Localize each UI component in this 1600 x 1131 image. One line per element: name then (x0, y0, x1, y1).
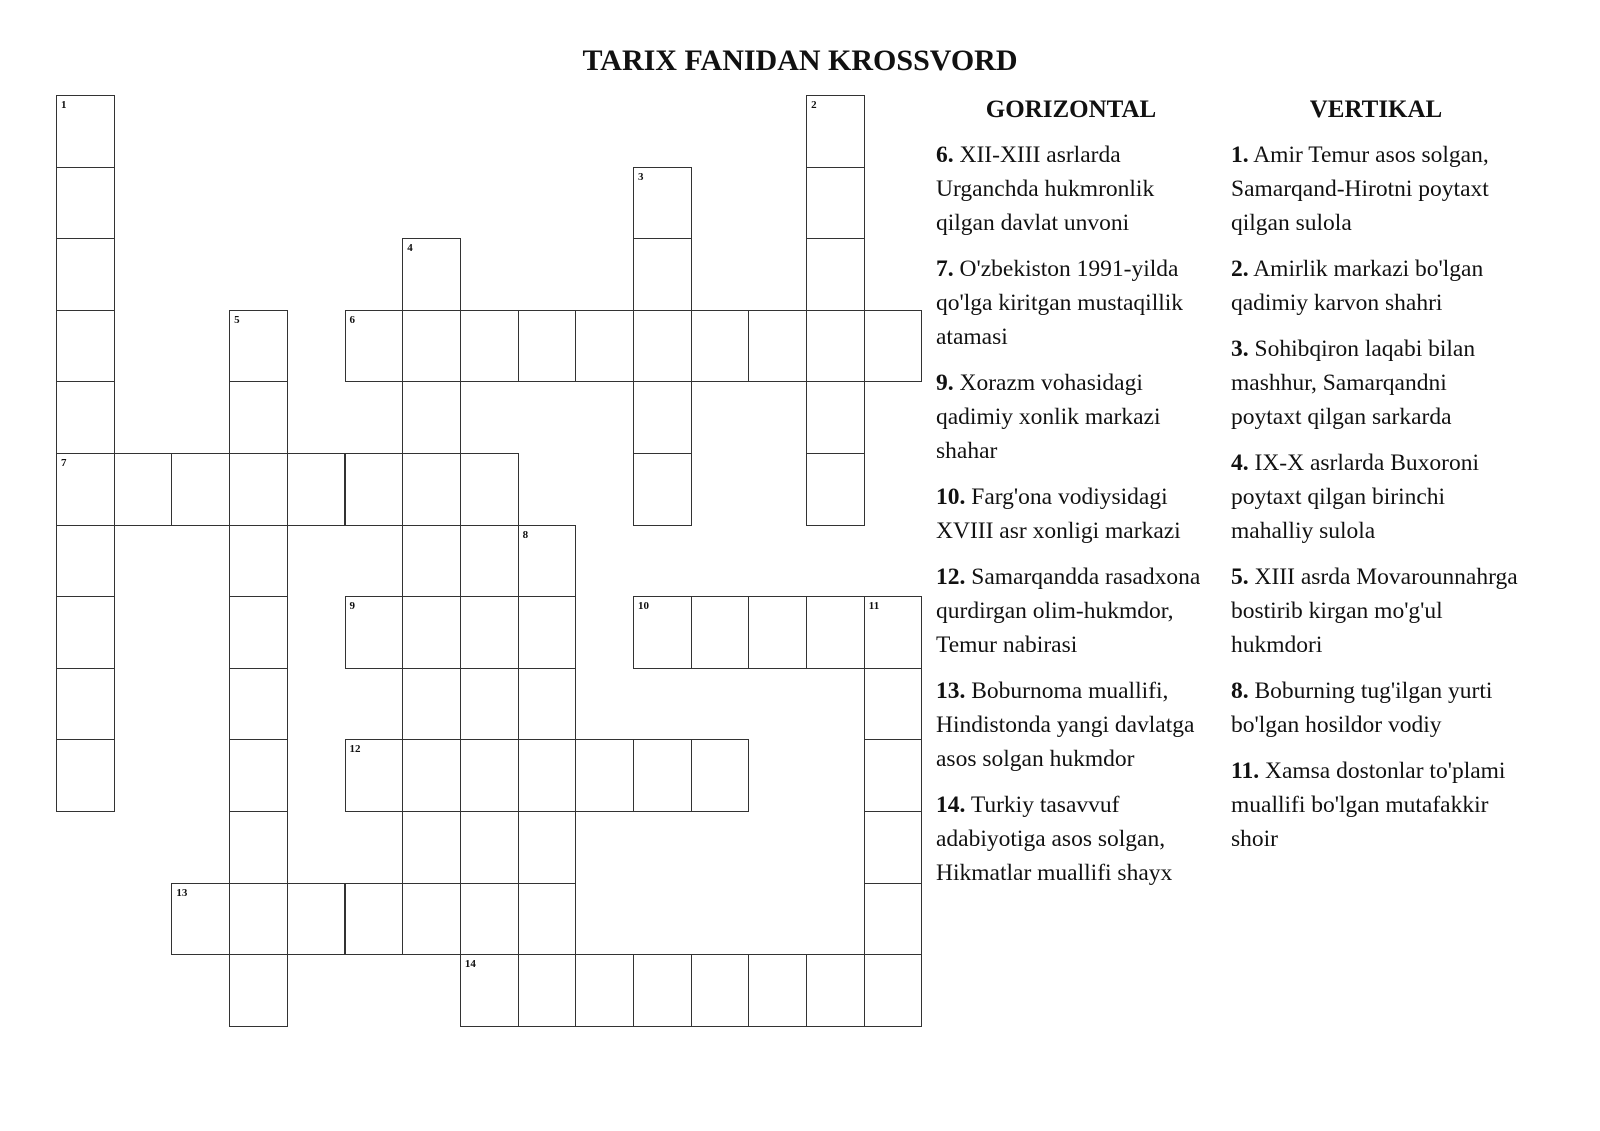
clue-text: Turkiy tasavvuf adabiyotiga asos solgan, Hikmatlar muallifi shayx (936, 792, 1173, 886)
clue-number: 13 (176, 886, 188, 899)
clue-item (936, 480, 1206, 548)
grid-cell[interactable] (402, 739, 461, 812)
clue-number: 3 (638, 170, 644, 183)
clue-item (936, 138, 1206, 240)
grid-cell[interactable] (287, 453, 346, 526)
clue-text: Sohibqiron laqabi bilan mashhur, Samarqandni poytaxt qilgan sarkarda (1231, 336, 1476, 430)
clue-number: 12 (349, 743, 361, 756)
across-heading: GORIZONTAL (985, 96, 1157, 123)
grid-cell[interactable] (171, 453, 230, 526)
grid-cell[interactable] (345, 883, 404, 956)
grid-cell[interactable] (633, 238, 692, 311)
grid-cell[interactable] (345, 596, 404, 669)
grid-cell[interactable] (402, 381, 461, 454)
clue-text: XII-XIII asrlarda Urganchda hukmronlik qilgan davlat unvoni (936, 142, 1155, 236)
grid-cell[interactable] (806, 167, 865, 240)
grid-cell[interactable] (518, 525, 577, 598)
grid-cell[interactable] (518, 596, 577, 669)
grid-cell[interactable] (402, 310, 461, 383)
grid-cell[interactable] (748, 954, 807, 1027)
clue-number: 1. (1231, 142, 1249, 168)
clue-number: 5 (234, 313, 240, 326)
grid-cell[interactable] (345, 310, 404, 383)
clue-text: Amir Temur asos solgan, Samarqand-Hirotni poytaxt qilgan sulola (1231, 142, 1489, 236)
clue-number: 11 (868, 600, 880, 613)
grid-cell[interactable] (56, 739, 115, 812)
grid-cell[interactable] (633, 310, 692, 383)
grid-cell[interactable] (56, 238, 115, 311)
clue-number: 2. (1231, 256, 1249, 282)
grid-cell[interactable] (229, 739, 288, 812)
grid-cell[interactable] (633, 167, 692, 240)
grid-cell[interactable] (402, 525, 461, 598)
clue-number: 6. (936, 142, 954, 168)
clue-text: Amirlik markazi bo'lgan qadimiy karvon shahri (1231, 256, 1484, 316)
clue-text: Xorazm vohasidagi qadimiy xonlik markazi shahar (936, 370, 1161, 464)
grid-cell[interactable] (229, 381, 288, 454)
clue-item (936, 560, 1206, 662)
grid-cell[interactable] (864, 811, 923, 884)
grid-cell[interactable] (287, 883, 346, 956)
grid-cell[interactable] (518, 954, 577, 1027)
grid-cell[interactable] (460, 883, 519, 956)
clue-text: IX-X asrlarda Buxoroni poytaxt qilgan birinchi mahalliy sulola (1231, 450, 1479, 544)
grid-cell[interactable] (229, 954, 288, 1027)
grid-cell[interactable] (402, 883, 461, 956)
grid-cell[interactable] (460, 811, 519, 884)
grid-cell[interactable] (691, 310, 750, 383)
grid-cell[interactable] (806, 310, 865, 383)
clue-text: Samarqandda rasadxona qurdirgan olim-hukmdor, Temur nabirasi (936, 564, 1201, 658)
clue-item (1231, 446, 1521, 548)
grid-cell[interactable] (345, 739, 404, 812)
grid-cell[interactable] (56, 310, 115, 383)
clue-number: 4. (1231, 450, 1249, 476)
grid-cell[interactable] (460, 739, 519, 812)
clue-item (1231, 754, 1521, 856)
grid-cell[interactable] (806, 596, 865, 669)
grid-cell[interactable] (56, 381, 115, 454)
grid-cell[interactable] (56, 525, 115, 598)
grid-cell[interactable] (806, 381, 865, 454)
grid-cell[interactable] (864, 883, 923, 956)
grid-cell[interactable] (864, 954, 923, 1027)
grid-cell[interactable] (56, 453, 115, 526)
grid-cell[interactable] (518, 811, 577, 884)
clue-item (1231, 252, 1521, 320)
clue-number: 1 (61, 99, 67, 111)
clue-number: 7. (936, 256, 954, 282)
grid-cell[interactable] (633, 739, 692, 812)
clue-item (936, 366, 1206, 468)
grid-cell[interactable] (402, 811, 461, 884)
grid-cell[interactable] (691, 954, 750, 1027)
grid-cell[interactable] (345, 453, 404, 526)
clue-number: 4 (407, 242, 413, 255)
clue-number: 12. (936, 564, 966, 590)
clue-number: 9 (349, 600, 355, 613)
clue-number: 11. (1231, 758, 1260, 784)
clue-text: Xamsa dostonlar to'plami muallifi bo'lgan mutafakkir shoir (1231, 758, 1506, 852)
clue-number: 2 (811, 99, 817, 111)
grid-cell[interactable] (806, 95, 865, 168)
grid-cell[interactable] (402, 453, 461, 526)
grid-cell[interactable] (229, 525, 288, 598)
clue-number: 13. (936, 678, 966, 704)
grid-cell[interactable] (633, 453, 692, 526)
clue-item (936, 674, 1206, 776)
down-clues (1231, 96, 1521, 868)
clue-text: O'zbekiston 1991-yilda qo'lga kiritgan mustaqillik atamasi (936, 256, 1184, 350)
clue-number: 7 (61, 457, 67, 469)
grid-cell[interactable] (864, 668, 923, 741)
grid-cell[interactable] (575, 954, 634, 1027)
grid-cell[interactable] (402, 596, 461, 669)
clue-number: 14. (936, 792, 966, 818)
grid-cell[interactable] (575, 310, 634, 383)
grid-cell[interactable] (56, 596, 115, 669)
grid-cell[interactable] (229, 596, 288, 669)
grid-cell[interactable] (691, 739, 750, 812)
grid-cell[interactable] (806, 238, 865, 311)
grid-cell[interactable] (460, 596, 519, 669)
grid-cell[interactable] (56, 668, 115, 741)
grid-cell[interactable] (460, 525, 519, 598)
grid-cell[interactable] (864, 310, 923, 383)
grid-cell[interactable] (402, 668, 461, 741)
grid-cell[interactable] (56, 167, 115, 240)
grid-cell[interactable] (229, 811, 288, 884)
grid-cell[interactable] (518, 739, 577, 812)
grid-cell[interactable] (402, 238, 461, 311)
clue-number: 8 (522, 528, 529, 541)
clue-item (936, 252, 1206, 354)
grid-cell[interactable] (748, 310, 807, 383)
clue-number: 5. (1231, 564, 1249, 590)
down-heading: VERTIKAL (1309, 96, 1443, 123)
grid-cell[interactable] (114, 453, 173, 526)
grid-cell[interactable] (864, 596, 923, 669)
clue-item (1231, 560, 1521, 662)
clue-text: Boburning tug'ilgan yurti bo'lgan hosildor vodiy (1231, 678, 1493, 738)
clue-text: Farg'ona vodiysidagi XVIII asr xonligi markazi (936, 484, 1181, 544)
grid-cell[interactable] (229, 453, 288, 526)
grid-cell[interactable] (56, 95, 115, 168)
clue-item (1231, 332, 1521, 434)
grid-cell[interactable] (229, 310, 288, 383)
grid-cell[interactable] (171, 883, 230, 956)
clue-text: Boburnoma muallifi, Hindistonda yangi davlatga asos solgan hukmdor (936, 678, 1195, 772)
grid-cell[interactable] (806, 954, 865, 1027)
grid-cell[interactable] (229, 883, 288, 956)
clue-number: 6 (349, 313, 355, 326)
grid-cell[interactable] (518, 883, 577, 956)
clue-item (1231, 138, 1521, 240)
grid-cell[interactable] (518, 668, 577, 741)
grid-cell[interactable] (460, 453, 519, 526)
clue-number: 14 (464, 958, 476, 971)
grid-cell[interactable] (864, 739, 923, 812)
grid-cell[interactable] (229, 668, 288, 741)
across-clues (936, 96, 1206, 902)
grid-cell[interactable] (460, 954, 519, 1027)
puzzle-title: TARIX FANIDAN KROSSVORD (582, 44, 1018, 77)
grid-cell[interactable] (575, 739, 634, 812)
grid-cell[interactable] (633, 596, 692, 669)
clue-item (1231, 674, 1521, 742)
grid-cell[interactable] (691, 596, 750, 669)
grid-cell[interactable] (518, 310, 577, 383)
clue-number: 9. (936, 370, 954, 396)
grid-cell[interactable] (460, 668, 519, 741)
clue-text: XIII asrda Movarounnahrga bostirib kirgan mo'g'ul hukmdori (1231, 564, 1518, 658)
clue-number: 3. (1231, 336, 1249, 362)
clue-number: 8. (1231, 678, 1249, 704)
grid-cell[interactable] (633, 381, 692, 454)
grid-cell[interactable] (633, 954, 692, 1027)
clue-number: 10. (936, 484, 966, 510)
grid-cell[interactable] (748, 596, 807, 669)
grid-cell[interactable] (806, 453, 865, 526)
grid-cell[interactable] (460, 310, 519, 383)
clue-item (936, 788, 1206, 890)
clue-number: 10 (638, 600, 649, 613)
